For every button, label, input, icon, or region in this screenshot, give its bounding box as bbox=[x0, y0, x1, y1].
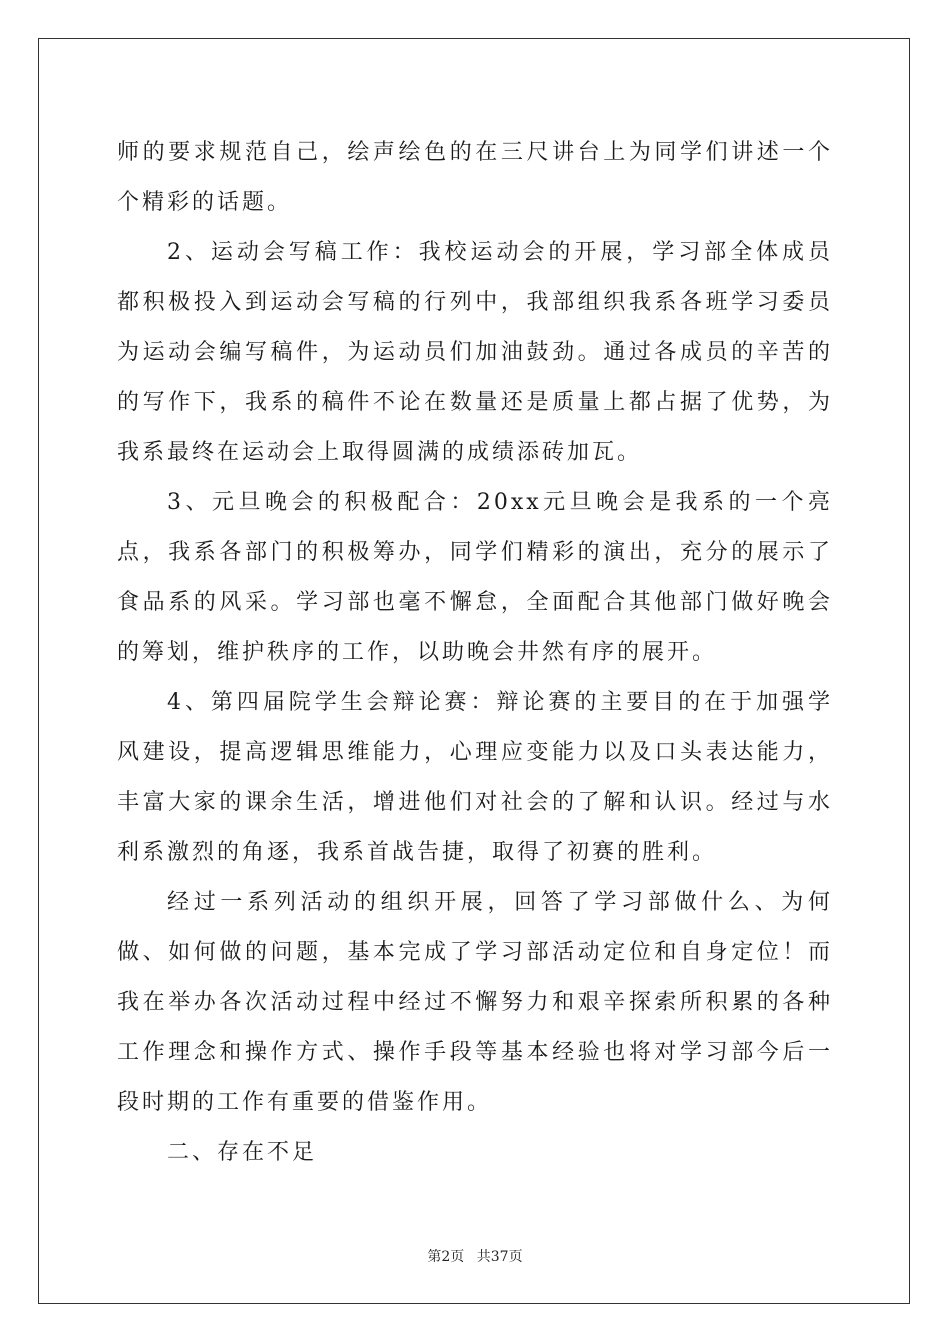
paragraph-debate: 4、第四届院学生会辩论赛：辩论赛的主要目的在于加强学风建设，提高逻辑思维能力，心理应变能力以及口头表达能力，丰富大家的课余生活，增进他们对社会的了解和认识。经过与水利系激烈的角逐，我系首战告捷，取得了初赛的胜利。 bbox=[117, 690, 833, 865]
paragraph-continuation: 师的要求规范自己，绘声绘色的在三尺讲台上为同学们讲述一个个精彩的话题。 bbox=[117, 140, 833, 215]
paragraph-new-year-gala: 3、元旦晚会的积极配合：20xx元旦晚会是我系的一个亮点，我系各部门的积极筹办，同学们精彩的演出，充分的展示了食品系的风采。学习部也毫不懈怠，全面配合其他部门做好晚会的筹划，维护秩序的工作，以助晚会井然有序的展开。 bbox=[117, 490, 833, 665]
section-heading-shortcomings: 二、存在不足 bbox=[167, 1140, 318, 1165]
page-footer bbox=[0, 1246, 950, 1266]
paragraph-sports-meet: 2、运动会写稿工作：我校运动会的开展，学习部全体成员都积极投入到运动会写稿的行列中，我部组织我系各班学习委员为运动会编写稿件，为运动员们加油鼓劲。通过各成员的辛苦的的写作下，我系的稿件不论在数量还是质量上都占据了优势，为我系最终在运动会上取得圆满的成绩添砖加瓦。 bbox=[117, 240, 833, 465]
page-number: 第2页 bbox=[427, 1249, 465, 1265]
page-total: 共37页 bbox=[476, 1249, 523, 1265]
document-body bbox=[117, 128, 833, 1178]
paragraph-summary: 经过一系列活动的组织开展，回答了学习部做什么、为何做、如何做的问题，基本完成了学习部活动定位和自身定位！而我在举办各次活动过程中经过不懈努力和艰辛探索所积累的各种工作理念和操作方式、操作手段等基本经验也将对学习部今后一段时期的工作有重要的借鉴作用。 bbox=[117, 890, 833, 1115]
